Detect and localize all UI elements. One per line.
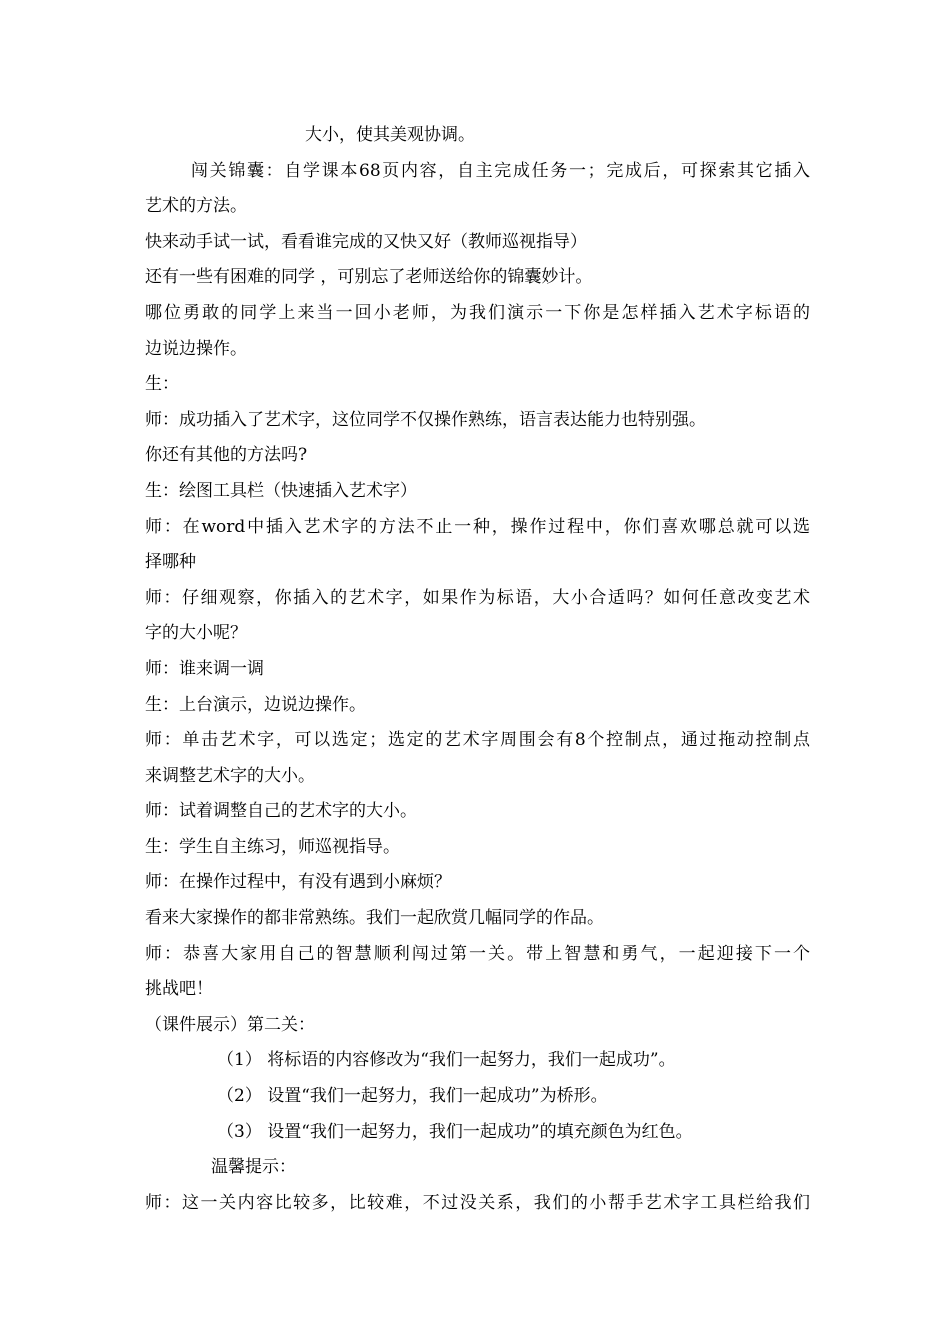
text-line: 生：上台演示，边说边操作。 xyxy=(145,694,366,715)
text-line: 师：试着调整自己的艺术字的大小。 xyxy=(145,801,417,822)
text-line: 哪位勇敢的同学上来当一回小老师，为我们演示一下你是怎样插入艺术字标语的 xyxy=(145,302,810,323)
text-line: 师：在word中插入艺术字的方法不止一种，操作过程中，你们喜欢哪总就可以选 xyxy=(145,516,810,537)
text-line: 生：学生自主练习，师巡视指导。 xyxy=(145,836,400,857)
text-line: 字的大小呢？ xyxy=(145,623,247,644)
document-body xyxy=(145,118,810,1221)
text-line: 快来动手试一试，看看谁完成的又快又好（教师巡视指导） xyxy=(145,231,587,252)
text-line: 生： xyxy=(145,374,179,395)
list-item: （2） 设置“我们一起努力，我们一起成功”为桥形。 xyxy=(217,1086,608,1107)
list-item: （3） 设置“我们一起努力，我们一起成功”的填充颜色为红色。 xyxy=(217,1121,693,1142)
list-item: （1） 将标语的内容修改为“我们一起努力，我们一起成功”。 xyxy=(217,1050,676,1071)
text-line: 师：单击艺术字，可以选定；选定的艺术字周围会有8个控制点，通过拖动控制点 xyxy=(145,730,810,751)
text-line: 闯关锦囊：自学课本68页内容，自主完成任务一；完成后，可探索其它插入 xyxy=(191,160,810,181)
text-line: 来调整艺术字的大小。 xyxy=(145,765,315,786)
text-line: 大小，使其美观协调。 xyxy=(305,125,475,145)
text-line: 师：在操作过程中，有没有遇到小麻烦？ xyxy=(145,872,451,893)
text-line: 艺术的方法。 xyxy=(145,196,247,217)
text-line: 师：恭喜大家用自己的智慧顺利闯过第一关。带上智慧和勇气，一起迎接下一个 xyxy=(145,943,810,964)
text-line: （课件展示）第二关： xyxy=(145,1014,315,1035)
text-line: 择哪种 xyxy=(145,552,196,573)
text-line: 温馨提示： xyxy=(211,1157,296,1178)
text-line: 挑战吧！ xyxy=(145,979,213,1000)
text-line: 还有一些有困难的同学 ，可别忘了老师送给你的锦囊妙计。 xyxy=(145,267,593,288)
text-line: 看来大家操作的都非常熟练。我们一起欣赏几幅同学的作品。 xyxy=(145,908,604,929)
text-line: 师：谁来调一调 xyxy=(145,658,264,679)
text-line: 师：这一关内容比较多，比较难，不过没关系，我们的小帮手艺术字工具栏给我们 xyxy=(145,1192,810,1213)
text-line: 师：仔细观察，你插入的艺术字，如果作为标语，大小合适吗？如何任意改变艺术 xyxy=(145,587,810,608)
text-line: 生：绘图工具栏（快速插入艺术字） xyxy=(145,480,417,501)
text-line: 你还有其他的方法吗? xyxy=(145,445,308,466)
text-line: 师：成功插入了艺术字，这位同学不仅操作熟练，语言表达能力也特别强。 xyxy=(145,409,706,430)
text-line: 边说边操作。 xyxy=(145,338,247,359)
